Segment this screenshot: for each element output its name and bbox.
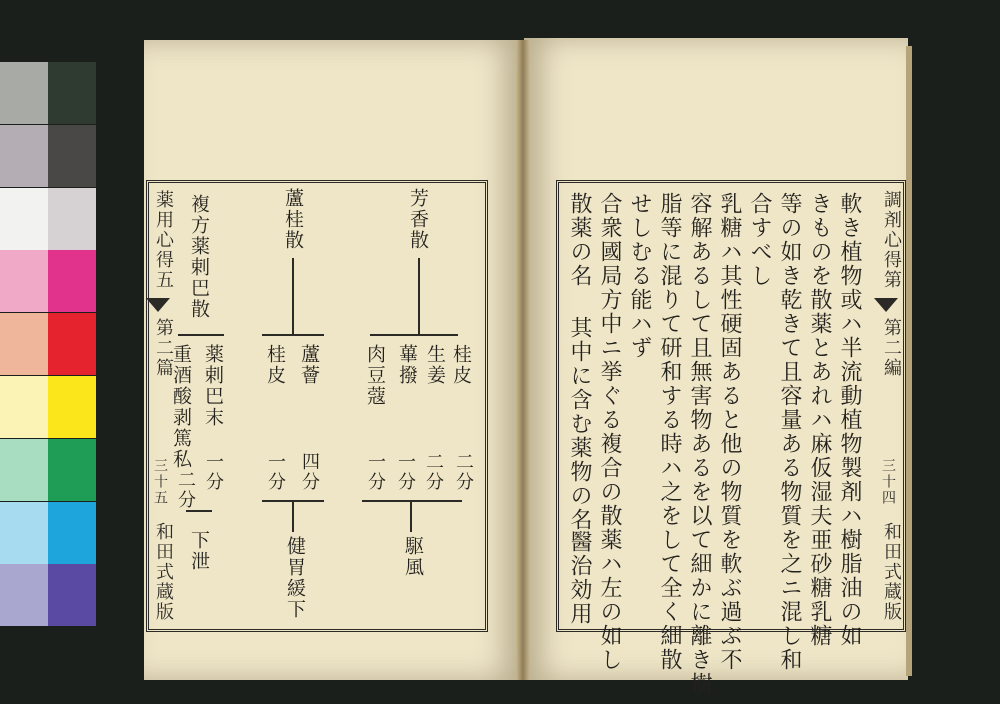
formula-1-stem	[418, 258, 420, 334]
color-patch	[0, 313, 48, 375]
color-patch	[48, 188, 96, 250]
item-name: 桂皮	[450, 344, 472, 386]
formula-2-name: 蘆桂散	[282, 188, 304, 251]
item-qty: 二分	[175, 470, 196, 510]
text-column: 其中に含む薬物の名	[567, 316, 592, 532]
color-patch	[0, 250, 48, 312]
item-name: 蓽撥	[396, 344, 418, 386]
text-column: せしむる能ハず	[627, 192, 652, 360]
item-name: 桂皮	[264, 344, 286, 386]
color-patch	[0, 376, 48, 438]
item-name: 薬剌巴末	[202, 344, 224, 428]
right-margin-section: 第二編	[881, 318, 902, 378]
color-patch	[48, 439, 96, 501]
text-column: きものを散薬とあれハ麻仮湿夫亜砂糖乳糖	[807, 192, 832, 648]
color-patch	[48, 313, 96, 375]
formula-2-effect-stem	[292, 500, 294, 532]
right-margin-title: 調剤心得第	[881, 190, 902, 290]
right-margin-fishtail	[874, 298, 898, 312]
text-column: 乳糖ハ其性硬固あると他の物質を軟ぶ過ぶ不	[717, 192, 742, 672]
color-checker-card	[0, 62, 96, 628]
item-qty: 二分	[423, 452, 444, 492]
formula-2-bracket	[262, 334, 324, 336]
color-patch	[48, 62, 96, 124]
formula-2-effect: 健胃緩下	[284, 536, 306, 620]
item-name: 重酒酸剥篤私	[170, 344, 192, 470]
text-column: 散薬の名	[567, 192, 592, 288]
item-qty: 一分	[203, 452, 224, 492]
color-patch	[48, 564, 96, 626]
left-margin-section: 第二篇	[153, 318, 174, 378]
item-name: 生姜	[424, 344, 446, 386]
left-margin-publisher: 和田式蔵版	[153, 522, 174, 622]
color-patch	[48, 376, 96, 438]
book-gutter	[516, 40, 530, 680]
formula-1-bracket	[370, 334, 458, 336]
formula-3-effect: 下泄	[188, 530, 210, 572]
item-qty: 一分	[395, 452, 416, 492]
item-name: 蘆薈	[298, 344, 320, 386]
text-column: 合すべし	[747, 192, 772, 288]
formula-3-name: 複方薬剌巴散	[188, 194, 210, 320]
formula-2-stem	[292, 258, 294, 334]
color-patch	[0, 125, 48, 187]
formula-3-qty-bracket	[186, 510, 212, 512]
formula-1-effect: 駆風	[402, 536, 424, 578]
formula-3-bracket	[178, 334, 224, 336]
left-margin-folio: 三十五	[152, 458, 168, 506]
page-edges	[906, 46, 912, 676]
text-column: 合衆國局方中ニ挙ぐる複合の散薬ハ左の如し	[597, 192, 622, 672]
color-patch	[0, 439, 48, 501]
color-patch	[48, 250, 96, 312]
text-column: 軟き植物或ハ半流動植物製剤ハ樹脂油の如	[837, 192, 862, 648]
color-patch	[0, 188, 48, 250]
text-column: 脂等に混りて研和する時ハ之をして全く細散	[657, 192, 682, 672]
right-margin-folio: 三十四	[880, 458, 896, 506]
item-qty: 一分	[265, 452, 286, 492]
color-patch	[48, 125, 96, 187]
item-qty: 四分	[299, 452, 320, 492]
text-column: 醫治効用	[567, 530, 592, 626]
item-qty: 一分	[365, 452, 386, 492]
formula-1-name: 芳香散	[407, 188, 429, 251]
text-column: 容解あるして且無害物あるを以て細かに離き樹	[687, 192, 712, 696]
formula-1-qty-bracket	[362, 500, 462, 502]
right-margin-publisher: 和田式蔵版	[881, 522, 902, 622]
item-name: 肉豆蔻	[364, 344, 386, 407]
color-patch	[0, 564, 48, 626]
color-patch	[0, 62, 48, 124]
color-patch	[0, 502, 48, 564]
item-qty: 二分	[453, 452, 474, 492]
formula-1-effect-stem	[410, 500, 412, 532]
color-patch	[48, 502, 96, 564]
left-margin-title: 薬用心得五	[153, 190, 174, 290]
text-column: 等の如き乾きて且容量ある物質を之ニ混し和	[777, 192, 802, 672]
